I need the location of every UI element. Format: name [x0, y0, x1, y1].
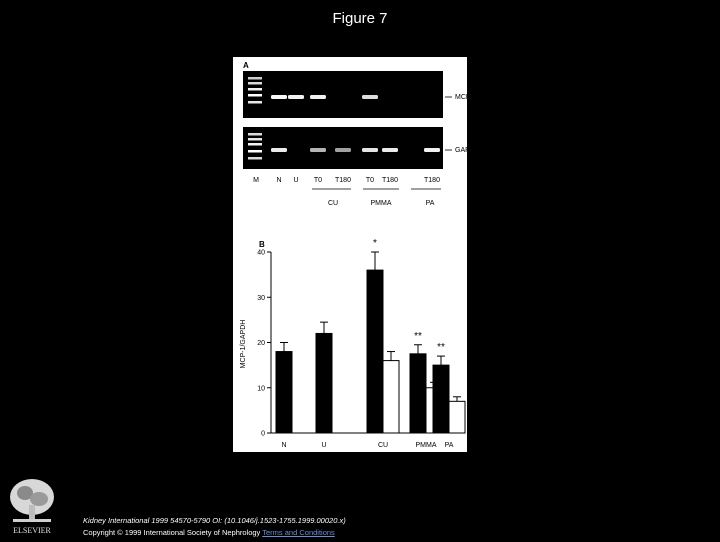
- lane-label-cu-t180: T180: [335, 177, 351, 184]
- ladder-band: [248, 143, 262, 146]
- ladder-band: [248, 157, 262, 160]
- lane-label-pa-t180: T180: [424, 177, 440, 184]
- panel-b-chart: [233, 227, 467, 452]
- band-gapdh-lane-5: [382, 148, 398, 152]
- significance-pmma: **: [414, 330, 422, 342]
- band-gapdh-lane-4: [362, 148, 378, 152]
- lane-label-u: U: [293, 177, 299, 184]
- ladder-band: [248, 101, 262, 104]
- gel-mcp1: [243, 71, 443, 118]
- bar-pa-series-0: [433, 365, 449, 433]
- lane-label-cu-t0: T0: [313, 177, 323, 184]
- bar-chart: [233, 227, 467, 452]
- significance-cu: *: [373, 238, 377, 249]
- band-mcp-1-lane-0: [271, 95, 287, 99]
- bar-n-series-0: [276, 352, 292, 433]
- bar-cu-series-0: [367, 270, 383, 433]
- y-tick-label: 0: [261, 430, 265, 438]
- lane-label-m: M: [253, 177, 259, 184]
- citation-line: Kidney International 1999 54570-5790 OI: (10.1046/j.1523-1755.1999.00020.x): [83, 516, 346, 525]
- x-tick-label-pmma: PMMA: [415, 442, 437, 449]
- y-tick-label: 30: [257, 294, 265, 302]
- significance-pa: **: [437, 342, 445, 354]
- y-tick-label: 10: [257, 385, 265, 393]
- panel-b-label: B: [259, 240, 265, 249]
- band-gapdh-lane-2: [310, 148, 326, 152]
- ladder-band: [248, 133, 262, 136]
- band-mcp-1-lane-4: [362, 95, 378, 99]
- panel-a-gel: [233, 57, 480, 227]
- x-tick-label-u: U: [321, 442, 327, 449]
- bar-pa-series-1: [449, 401, 465, 433]
- band-mcp-1-lane-1: [288, 95, 304, 99]
- lane-label-pmma-t0: T0: [365, 177, 375, 184]
- figure-title: Figure 7: [332, 10, 388, 27]
- x-tick-label-cu: CU: [377, 442, 389, 449]
- label-mcp1: MCP-1: [455, 94, 477, 101]
- group-label-pmma: PMMA: [370, 200, 392, 207]
- y-tick-label: 20: [257, 340, 265, 347]
- y-tick-label: 40: [257, 249, 265, 257]
- x-tick-label-pa: PA: [444, 442, 454, 449]
- ladder-band: [248, 77, 262, 80]
- band-gapdh-lane-0: [271, 148, 287, 152]
- ladder-band: [248, 94, 262, 97]
- lane-label-pmma-t180: T180: [382, 177, 398, 184]
- copyright-line: [83, 527, 346, 539]
- ladder-band: [248, 82, 262, 85]
- logo-text: ELSEVIER: [13, 526, 51, 535]
- band-mcp-1-lane-2: [310, 95, 326, 99]
- label-gapdh: GAPDH: [455, 147, 480, 154]
- gel-figure: [233, 57, 480, 227]
- group-label-cu: CU: [327, 200, 339, 207]
- ladder-band: [248, 150, 262, 153]
- band-gapdh-lane-6: [424, 148, 440, 152]
- terms-link[interactable]: Terms and Conditions: [262, 528, 335, 537]
- y-axis-label: MCP-1/GAPDH: [240, 319, 247, 369]
- elsevier-logo: [5, 475, 59, 537]
- panel-a-label: A: [243, 61, 249, 70]
- bar-pmma-series-0: [410, 354, 426, 433]
- lane-label-n: N: [276, 177, 282, 184]
- ladder-band: [248, 138, 262, 141]
- band-gapdh-lane-3: [335, 148, 351, 152]
- bar-cu-series-1: [383, 361, 399, 433]
- group-label-pa: PA: [425, 200, 435, 207]
- x-tick-label-n: N: [281, 442, 287, 449]
- bar-u-series-0: [316, 333, 332, 433]
- copyright-text: Copyright © 1999 International Society of Nephrology: [83, 528, 261, 537]
- ladder-band: [248, 88, 262, 91]
- citation-footer: [83, 515, 346, 539]
